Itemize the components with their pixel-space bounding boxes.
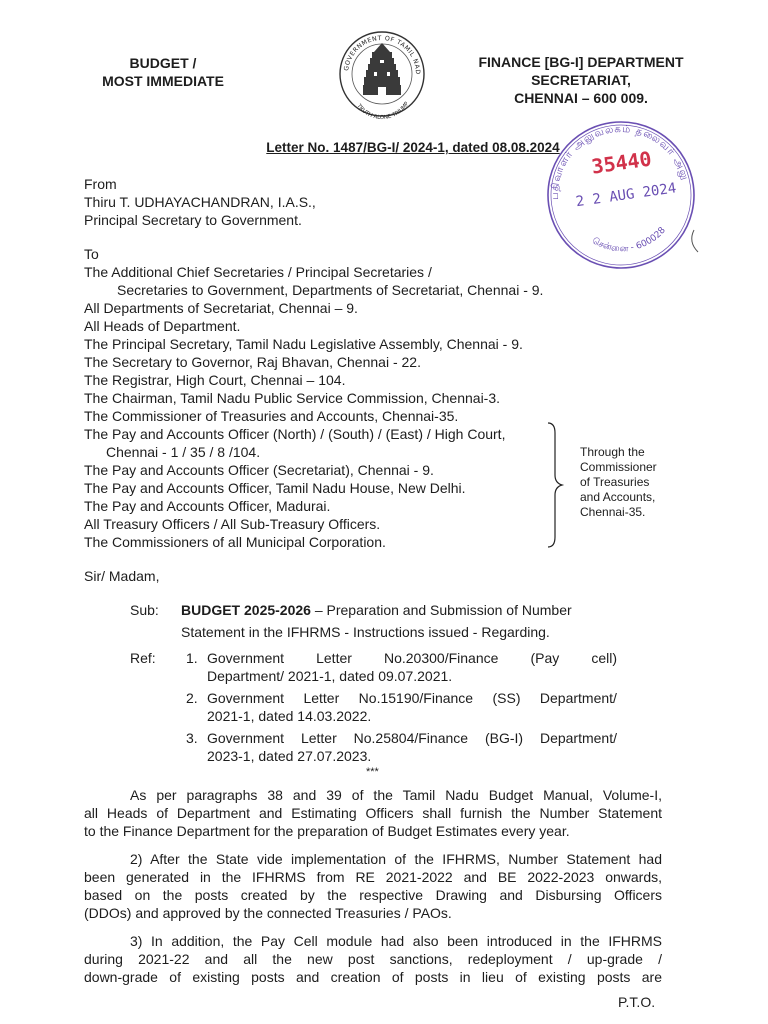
- reference-word: No.20300/Finance: [383, 650, 499, 666]
- emblem-motto: TRUTH ALONE TRIUMP: [355, 101, 411, 122]
- paragraph-1-line: all Heads of Department and Estimating Officers shall furnish the Number Statement: [84, 805, 662, 821]
- paragraph-2-line: (DDOs) and approved by the connected Treasuries / PAOs.: [84, 905, 452, 921]
- department-address-block: [458, 53, 704, 107]
- reference-line-1: [207, 730, 617, 746]
- through-note-line: Through the: [580, 445, 645, 459]
- page-turn-over-note: P.T.O.: [618, 994, 656, 1010]
- through-note-line: Chennai-35.: [580, 505, 646, 519]
- department-city: CHENNAI – 600 009.: [514, 90, 648, 106]
- reference-line-2: 2023-1, dated 27.07.2023.: [207, 748, 372, 764]
- subject-budget-title: BUDGET 2025-2026: [181, 602, 311, 618]
- tamil-nadu-emblem: [334, 26, 430, 134]
- subject-line-2: Statement in the IFHRMS - Instructions issued - Regarding.: [181, 624, 550, 640]
- recipient-line: The Pay and Accounts Officer (Secretariat), Chennai - 9.: [84, 462, 434, 478]
- recipient-line: All Treasury Officers / All Sub-Treasury Officers.: [84, 516, 381, 532]
- recipient-line: The Pay and Accounts Officer (North) / (South) / (East) / High Court,: [84, 426, 506, 442]
- paragraph-1-line: As per paragraphs 38 and 39 of the Tamil Nadu Budget Manual, Volume-I,: [130, 787, 662, 803]
- through-note-line: Commissioner: [580, 460, 657, 474]
- reference-word: (SS): [492, 690, 521, 706]
- recipient-line: All Heads of Department.: [84, 318, 241, 334]
- paragraph-3-line: during 2021-22 and all the new post sanctions, redeployment / up-grade /: [84, 951, 662, 967]
- reference-word: Letter: [300, 730, 337, 746]
- through-note-line: of Treasuries: [580, 475, 650, 489]
- paragraph-3-line: down-grade of existing posts and creation of posts in lieu of existing posts are: [84, 969, 662, 985]
- reference-line-2: Department/ 2021-1, dated 09.07.2021.: [207, 668, 453, 684]
- from-designation: Principal Secretary to Government.: [84, 212, 302, 228]
- emblem-ring-text: GOVERNMENT OF TAMIL NAD: [343, 34, 422, 75]
- received-stamp: [538, 112, 704, 278]
- recipient-line: The Pay and Accounts Officer, Tamil Nadu House, New Delhi.: [84, 480, 466, 496]
- subject-label: Sub:: [130, 602, 159, 618]
- reference-word: Department/: [539, 730, 617, 746]
- recipient-group-brace: [545, 421, 565, 549]
- recipient-line: All Departments of Secretariat, Chennai – 9.: [84, 300, 358, 316]
- from-label: From: [84, 176, 117, 192]
- paragraph-2-line: based on the posts created by the respective Drawing and Disbursing Officers: [84, 887, 662, 903]
- reference-number: 3.: [186, 730, 198, 746]
- stamp-number: 35440: [590, 146, 653, 179]
- from-name: Thiru T. UDHAYACHANDRAN, I.A.S.,: [84, 194, 316, 210]
- department-secretariat: SECRETARIAT,: [531, 72, 631, 88]
- reference-line-1: [207, 690, 617, 706]
- reference-word: cell): [591, 650, 617, 666]
- recipient-line: The Commissioner of Treasuries and Accounts, Chennai-35.: [84, 408, 459, 424]
- reference-word: (BG-I): [484, 730, 524, 746]
- reference-number: 1.: [186, 650, 198, 666]
- recipient-line: The Registrar, High Court, Chennai – 104.: [84, 372, 346, 388]
- reference-word: Government: [207, 650, 285, 666]
- reference-word: (Pay: [530, 650, 560, 666]
- recipient-line: Chennai - 1 / 35 / 8 /104.: [106, 444, 261, 460]
- recipient-line: The Chairman, Tamil Nadu Public Service Commission, Chennai-3.: [84, 390, 501, 406]
- salutation: Sir/ Madam,: [84, 568, 160, 584]
- reference-word: Letter: [303, 690, 340, 706]
- recipient-line: Secretaries to Government, Departments of Secretariat, Chennai - 9.: [117, 282, 544, 298]
- reference-word: Department/: [539, 690, 617, 706]
- recipient-line: The Additional Chief Secretaries / Principal Secretaries /: [84, 264, 432, 280]
- paragraph-2-line: 2) After the State vide implementation of the IFHRMS, Number Statement had: [130, 851, 662, 867]
- paragraph-1-line: to the Finance Department for the preparation of Budget Estimates every year.: [84, 823, 570, 839]
- reference-label: Ref:: [130, 650, 156, 666]
- subject-line-1: [181, 602, 572, 618]
- reference-word: Letter: [316, 650, 352, 666]
- stamp-city: சென்னை - 600028: [590, 225, 668, 255]
- recipient-line: The Principal Secretary, Tamil Nadu Legislative Assembly, Chennai - 9.: [84, 336, 523, 352]
- letter-number: Letter No. 1487/BG-I/ 2024-1, dated 08.08.2024: [266, 140, 560, 155]
- reference-number: 2.: [186, 690, 198, 706]
- to-label: To: [84, 246, 99, 262]
- paragraph-3-line: 3) In addition, the Pay Cell module had also been introduced in the IFHRMS: [130, 933, 662, 949]
- classification-line-1: BUDGET /: [129, 55, 197, 71]
- stamp-ring-text: பதிவாளர் அலுவலகம் தலைவர் அலுவலகம்: [549, 123, 691, 200]
- through-note: [580, 445, 670, 520]
- paragraph-2-line: been generated in the IFHRMS from RE 2021-2022 and BE 2022-2023 onwards,: [84, 869, 662, 885]
- classification-line-2: MOST IMMEDIATE: [102, 73, 224, 89]
- recipient-line: The Pay and Accounts Officer, Madurai.: [84, 498, 331, 514]
- through-note-line: and Accounts,: [580, 490, 656, 504]
- subject-line-1-rest: – Preparation and Submission of Number: [310, 602, 572, 618]
- section-separator: ***: [366, 766, 379, 778]
- recipient-line: The Secretary to Governor, Raj Bhavan, Chennai - 22.: [84, 354, 421, 370]
- recipient-line: The Commissioners of all Municipal Corporation.: [84, 534, 386, 550]
- reference-word: No.15190/Finance: [358, 690, 474, 706]
- reference-line-2: 2021-1, dated 14.03.2022.: [207, 708, 372, 724]
- reference-word: Government: [207, 730, 285, 746]
- reference-word: No.25804/Finance: [353, 730, 469, 746]
- stamp-date: 2 2 AUG 2024: [574, 180, 678, 211]
- reference-line-1: [207, 650, 617, 666]
- reference-word: Government: [207, 690, 285, 706]
- department-name: FINANCE [BG-I] DEPARTMENT: [478, 54, 684, 70]
- classification-block: [88, 54, 238, 90]
